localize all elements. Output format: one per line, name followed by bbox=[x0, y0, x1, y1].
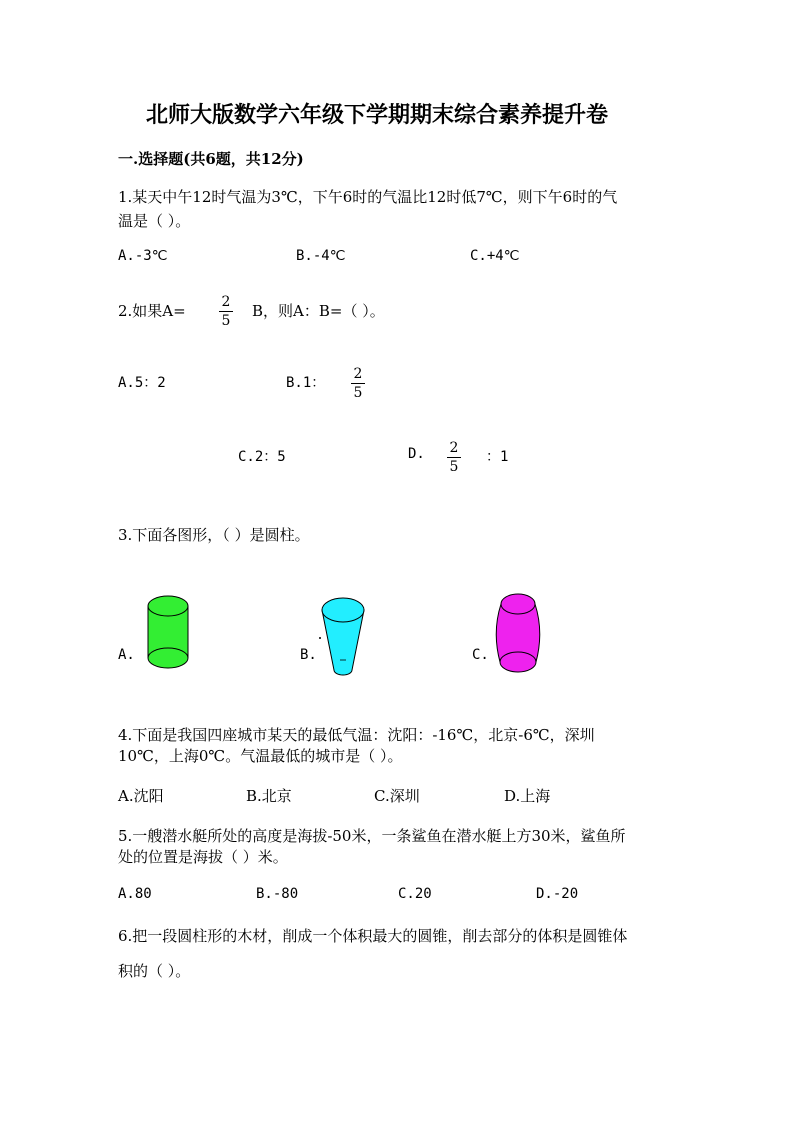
question-2-prefix: 2.如果A= bbox=[118, 302, 186, 320]
question-1-option-b[interactable]: B.-4℃ bbox=[296, 248, 346, 264]
question-2-fraction bbox=[218, 295, 234, 328]
question-4-option-a[interactable]: A.沈阳 bbox=[118, 787, 164, 805]
fraction-numerator: 2 bbox=[449, 440, 459, 456]
section-heading: 一.选择题(共6题，共12分) bbox=[118, 150, 304, 168]
fraction-denominator: 5 bbox=[353, 385, 363, 401]
question-5-option-d[interactable]: D.-20 bbox=[536, 886, 579, 902]
question-2-option-d-suffix: ：1 bbox=[486, 449, 509, 465]
question-5-option-b[interactable]: B.-80 bbox=[256, 886, 299, 902]
question-5-line-2: 处的位置是海拔（ ）米。 bbox=[118, 848, 288, 866]
question-4-option-d[interactable]: D.上海 bbox=[504, 787, 551, 805]
fraction-denominator: 5 bbox=[221, 313, 231, 329]
question-1-option-a[interactable]: A.-3℃ bbox=[118, 248, 168, 264]
question-2-option-b-fraction bbox=[350, 367, 366, 400]
barrel-figure[interactable] bbox=[492, 590, 544, 682]
question-6-line-1: 6.把一段圆柱形的木材，削成一个体积最大的圆锥，削去部分的体积是圆锥体 bbox=[118, 927, 628, 945]
question-1-line-1: 1.某天中午12时气温为3℃，下午6时的气温比12时低7℃，则下午6时的气 bbox=[118, 188, 618, 206]
question-5-option-c[interactable]: C.20 bbox=[398, 886, 432, 902]
question-3-option-a[interactable]: A. bbox=[118, 647, 135, 663]
question-4-line-1: 4.下面是我国四座城市某天的最低气温：沈阳：-16℃，北京-6℃，深圳 bbox=[118, 726, 595, 744]
question-3-option-b[interactable]: B. bbox=[300, 647, 317, 663]
question-4-option-b[interactable]: B.北京 bbox=[246, 787, 292, 805]
question-2-suffix: B，则A：B=（ ）。 bbox=[252, 302, 385, 320]
fraction-numerator: 2 bbox=[353, 366, 363, 382]
question-2-option-d[interactable]: D. bbox=[408, 446, 425, 462]
question-5-option-a[interactable]: A.80 bbox=[118, 886, 152, 902]
question-6-line-2: 积的（ ）。 bbox=[118, 962, 191, 980]
question-4-line-2: 10℃，上海0℃。气温最低的城市是（ ）。 bbox=[118, 747, 403, 765]
question-2-option-c[interactable]: C.2：5 bbox=[238, 449, 286, 465]
question-5-line-1: 5.一艘潜水艇所处的高度是海拔-50米，一条鲨鱼在潜水艇上方30米，鲨鱼所 bbox=[118, 827, 626, 845]
question-1-line-2: 温是（ ）。 bbox=[118, 212, 191, 230]
question-2-option-b[interactable]: B.1： bbox=[286, 375, 326, 391]
question-2-option-d-fraction bbox=[446, 441, 462, 474]
question-3-text: 3.下面各图形，（ ）是圆柱。 bbox=[118, 526, 310, 544]
fraction-denominator: 5 bbox=[449, 459, 459, 475]
question-1-option-c[interactable]: C.+4℃ bbox=[470, 248, 520, 264]
question-2-option-a[interactable]: A.5：2 bbox=[118, 375, 166, 391]
cylinder-figure[interactable] bbox=[140, 586, 196, 682]
page-title: 北师大版数学六年级下学期期末综合素养提升卷 bbox=[146, 102, 609, 128]
question-4-option-c[interactable]: C.深圳 bbox=[374, 787, 420, 805]
question-3-option-c[interactable]: C. bbox=[472, 647, 489, 663]
fraction-numerator: 2 bbox=[221, 294, 231, 310]
truncated-cone-figure[interactable] bbox=[316, 594, 372, 684]
